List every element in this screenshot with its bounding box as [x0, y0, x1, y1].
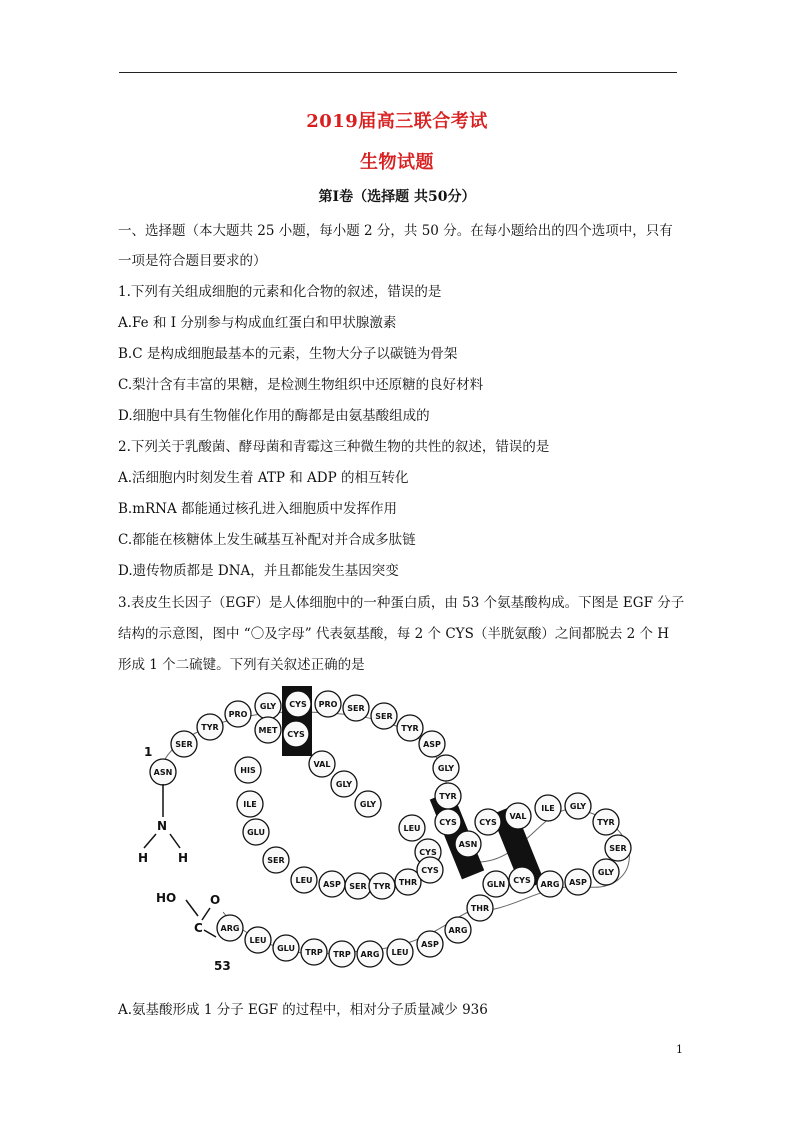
residue-label: PRO: [318, 700, 338, 709]
residue-29: [417, 931, 443, 957]
residue-label: CYS: [419, 848, 437, 857]
residue-label: TRP: [305, 948, 323, 957]
residue-label: SER: [609, 844, 627, 853]
residue-8: [343, 695, 369, 721]
question-1-option-c: C.梨汁含有丰富的果糖，是检测生物组织中还原糖的良好材料: [118, 377, 484, 393]
instructions-line-1: 一、选择题（本大题共 25 小题，每小题 2 分，共 50 分。在每小题给出的四个选项中，只有: [118, 223, 673, 239]
residue-41: [331, 771, 357, 797]
residue-15: [455, 831, 481, 857]
nh-bond-1: [144, 834, 156, 848]
residue-44: [243, 819, 269, 845]
residue-label: ASP: [423, 740, 441, 749]
label-ho: HO: [156, 891, 177, 905]
question-1-option-a: A.Fe 和 I 分别参与构成血红蛋白和甲状腺激素: [118, 315, 397, 331]
question-2-stem: 2.下列关于乳酸菌、酵母菌和青霉这三种微生物的共性的叙述，错误的是: [118, 439, 550, 455]
residue-10: [397, 715, 423, 741]
residue-31: [357, 941, 383, 967]
residue-label: GLN: [486, 880, 506, 889]
question-2-option-c: C.都能在核糖体上发生碱基互补配对并合成多肽链: [118, 532, 416, 548]
residue-label: PRO: [228, 710, 248, 719]
residue-label: GLY: [597, 868, 615, 877]
label-h2: H: [178, 851, 189, 865]
residue-label: GLY: [335, 780, 353, 789]
residue-16: [475, 809, 501, 835]
question-1-option-b: B.C 是构成细胞最基本的元素，生物大分子以碳链为骨架: [118, 346, 458, 362]
residue-51: [369, 873, 395, 899]
residue-39: [235, 757, 261, 783]
label-o: O: [210, 893, 221, 907]
question-2-option-a: A.活细胞内时刻发生着 ATP 和 ADP 的相互转化: [118, 470, 409, 486]
residue-label: CYS: [289, 700, 307, 709]
residue-label: GLY: [259, 702, 277, 711]
page-number: 1: [676, 1043, 683, 1056]
residue-label: ILE: [541, 804, 555, 813]
residue-35: [245, 927, 271, 953]
instructions-line-2: 一项是符合题目要求的）: [118, 253, 267, 269]
question-2-option-d: D.遗传物质都是 DNA，并且都能发生基因突变: [118, 563, 399, 579]
question-2-option-b: B.mRNA 都能通过核孔进入细胞质中发挥作用: [118, 501, 398, 517]
label-c: C: [194, 921, 203, 935]
residue-25: [509, 867, 535, 893]
residue-27: [467, 895, 493, 921]
residue-26: [483, 871, 509, 897]
residue-38: [283, 721, 309, 747]
residue-37: [255, 717, 281, 743]
question-3-option-a: A.氨基酸形成 1 分子 EGF 的过程中，相对分子质量减少 936: [118, 1002, 488, 1018]
cooh-bond-1: [186, 900, 198, 916]
residue-label: TRP: [333, 950, 351, 959]
residue-4: [225, 701, 251, 727]
residue-17: [505, 803, 531, 829]
residue-label: SER: [175, 740, 193, 749]
residue-label: ARG: [220, 924, 240, 933]
residue-24: [537, 871, 563, 897]
residue-22: [593, 859, 619, 885]
residue-13: [435, 783, 461, 809]
residue-7: [315, 691, 341, 717]
residue-28: [445, 917, 471, 943]
residue-6: [285, 691, 311, 717]
section-heading: 第Ⅰ卷（选择题 共50分）: [318, 189, 476, 205]
residue-label: ASP: [569, 878, 587, 887]
residue-label: SER: [349, 882, 367, 891]
question-3-stem-line-2: 结构的示意图，图中 “〇及字母” 代表氨基酸，每 2 个 CYS（半胱氨酸）之间都脱去 2 个 H: [118, 626, 670, 642]
residue-label: ARG: [540, 880, 560, 889]
question-1-option-d: D.细胞中具有生物催化作用的酶都是由氨基酸组成的: [118, 408, 430, 424]
residue-label: TYR: [439, 792, 457, 801]
residue-label: TYR: [597, 818, 615, 827]
residue-49: [319, 871, 345, 897]
residue-45: [399, 815, 425, 841]
cooh-bond-2: [202, 908, 210, 920]
residue-1: [150, 759, 176, 785]
question-3-stem-line-3: 形成 1 个二硫键。下列有关叙述正确的是: [118, 657, 365, 673]
residue-label: LEU: [249, 936, 267, 945]
residue-label: LEU: [391, 948, 409, 957]
residue-label: ASN: [458, 840, 478, 849]
residue-label: GLY: [359, 800, 377, 809]
residue-label: MET: [258, 726, 278, 735]
residue-label: VAL: [313, 760, 331, 769]
label-h1: H: [138, 851, 149, 865]
residue-20: [593, 809, 619, 835]
residue-label: TYR: [201, 723, 219, 732]
residue-40: [309, 751, 335, 777]
c-bond: [204, 930, 216, 937]
residue-23: [565, 869, 591, 895]
residue-label: HIS: [240, 766, 256, 775]
subject-title: 生物试题: [360, 152, 434, 173]
residue-46: [263, 847, 289, 873]
residue-33: [301, 939, 327, 965]
residue-12: [433, 755, 459, 781]
egf-structure-figure: [118, 672, 678, 992]
residue-30: [387, 939, 413, 965]
residue-label: THR: [398, 878, 418, 887]
residue-label: LEU: [403, 824, 421, 833]
residue-9: [371, 703, 397, 729]
residue-label: GLU: [277, 944, 295, 953]
residue-label: THR: [470, 904, 490, 913]
residue-label: CYS: [439, 818, 457, 827]
label-n: N: [157, 819, 168, 833]
residue-label: CYS: [513, 876, 531, 885]
residue-18: [535, 795, 561, 821]
nh-bond-2: [170, 834, 180, 848]
residue-label: SER: [267, 856, 285, 865]
residue-label: CYS: [421, 866, 439, 875]
residue-label: ILE: [243, 800, 257, 809]
residue-3: [197, 714, 223, 740]
question-1-stem: 1.下列有关组成细胞的元素和化合物的叙述，错误的是: [118, 284, 442, 300]
residue-label: SER: [375, 712, 393, 721]
residue-layer: [150, 691, 631, 967]
residue-label: CYS: [287, 730, 305, 739]
residue-label: LEU: [295, 876, 313, 885]
label-one: 1: [144, 745, 153, 759]
residue-label: CYS: [479, 818, 497, 827]
residue-label: VAL: [509, 812, 527, 821]
residue-2: [171, 731, 197, 757]
residue-21: [605, 835, 631, 861]
residue-14: [435, 809, 461, 835]
residue-50: [345, 873, 371, 899]
header-rule: [119, 72, 677, 73]
residue-label: ARG: [360, 950, 380, 959]
residue-label: GLY: [437, 764, 455, 773]
residue-34: [273, 935, 299, 961]
residue-48: [291, 867, 317, 893]
residue-label: ARG: [448, 926, 468, 935]
residue-label: GLY: [569, 802, 587, 811]
residue-42: [237, 791, 263, 817]
residue-label: TYR: [401, 724, 419, 733]
residue-36: [217, 915, 243, 941]
residue-label: ASP: [323, 880, 341, 889]
residue-label: GLU: [247, 828, 265, 837]
egf-diagram: [118, 672, 678, 992]
residue-11: [419, 731, 445, 757]
residue-5: [255, 693, 281, 719]
residue-label: SER: [347, 704, 365, 713]
residue-label: ASP: [421, 940, 439, 949]
residue-43: [355, 791, 381, 817]
residue-label: TYR: [373, 882, 391, 891]
residue-label: ASN: [153, 768, 173, 777]
label-53: 53: [214, 959, 231, 973]
exam-title: 2019届高三联合考试: [306, 111, 488, 132]
residue-32: [329, 941, 355, 967]
question-3-stem-line-1: 3.表皮生长因子（EGF）是人体细胞中的一种蛋白质，由 53 个氨基酸构成。下图是 EGF 分子: [118, 595, 685, 611]
residue-19: [565, 793, 591, 819]
residue-53: [417, 857, 443, 883]
